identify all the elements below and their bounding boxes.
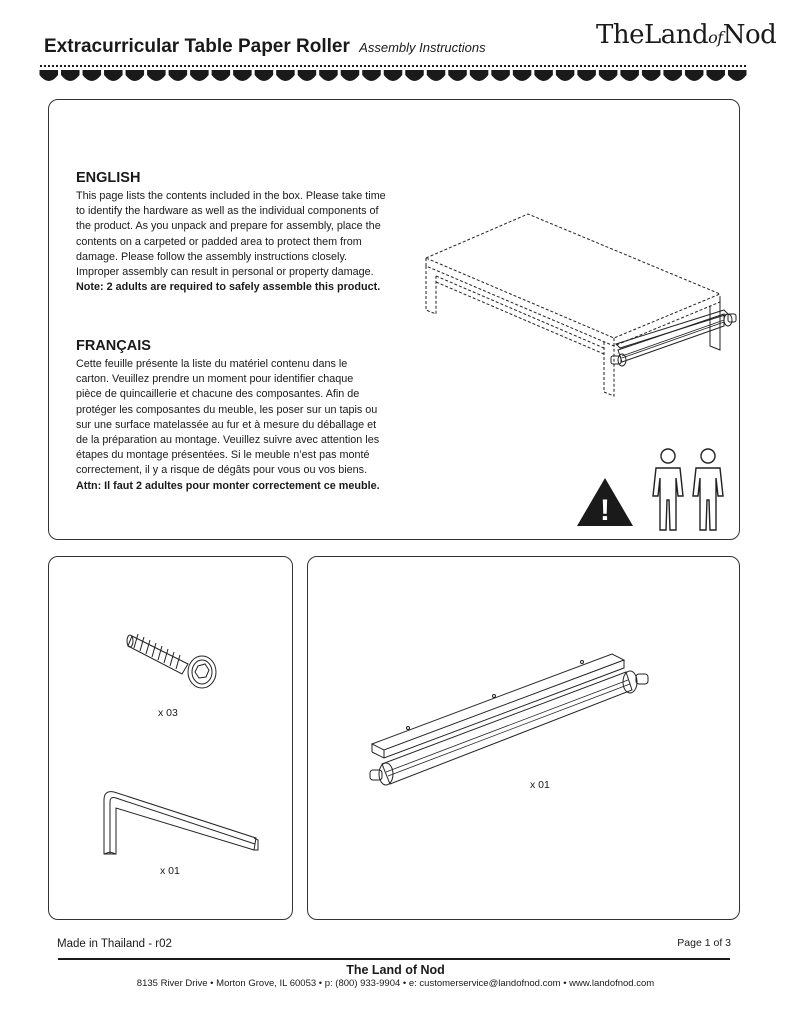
paper-roller-icon xyxy=(368,646,674,792)
warning-triangle-icon xyxy=(575,476,635,528)
made-in-label: Made in Thailand - r02 xyxy=(57,938,172,950)
footer-address: 8135 River Drive • Morton Grove, IL 60053 • p: (800) 933-9904 • e: customerservice@landofnod.com • www.landofnod.com xyxy=(136,978,655,989)
warning-symbol: ! xyxy=(600,494,610,527)
document-subtitle: Assembly Instructions xyxy=(359,40,486,55)
two-adults-icon xyxy=(650,446,730,534)
roller-quantity: x 01 xyxy=(530,779,550,791)
screw-quantity: x 03 xyxy=(158,707,178,719)
document-title xyxy=(44,36,486,58)
footer-divider xyxy=(58,958,730,960)
french-body: Cette feuille présente la liste du matériel contenu dans le carton. Veuillez prendre un moment pour identifier chaque pièce de quincaillerie et chacune des composantes. Afin de protéger les composantes du meuble, les poser sur un tapis ou sur une surface matelassée au fur et à mesure du déballage et de la préparation au montage. Veuillez suivre avec attention les étapes du montage présentées. Si le meuble n’est pas monté correctement, il y a risque de dégâts pour vous ou vos biens. xyxy=(76,358,380,477)
english-note: Note: 2 adults are required to safely assemble this product. xyxy=(76,281,381,294)
allen-key-icon xyxy=(96,786,264,856)
english-section xyxy=(76,170,396,295)
scallop-border-decoration xyxy=(38,63,748,85)
hex-screw-icon xyxy=(124,626,220,692)
english-heading: ENGLISH xyxy=(76,170,141,186)
table-with-roller-illustration xyxy=(418,210,740,400)
french-heading: FRANÇAIS xyxy=(76,338,151,354)
french-note: Attn: Il faut 2 adultes pour monter correctement ce meuble. xyxy=(76,479,380,492)
product-title: Extracurricular Table Paper Roller xyxy=(44,36,350,57)
brand-logo: TheLandofNod xyxy=(596,20,777,50)
page-number: Page 1 of 3 xyxy=(677,937,731,949)
english-body: This page lists the contents included in the box. Please take time to identify the hardware as well as the individual components of the product. As you unpack and prepare for assembly, place the contents on a carpeted or padded area to protect them from damage. Please follow the assembly instructions closely. Improper assembly can result in personal or property damage. xyxy=(76,190,386,279)
footer-company: The Land of Nod xyxy=(346,963,445,977)
french-section xyxy=(76,338,396,494)
allen-key-quantity: x 01 xyxy=(160,865,180,877)
